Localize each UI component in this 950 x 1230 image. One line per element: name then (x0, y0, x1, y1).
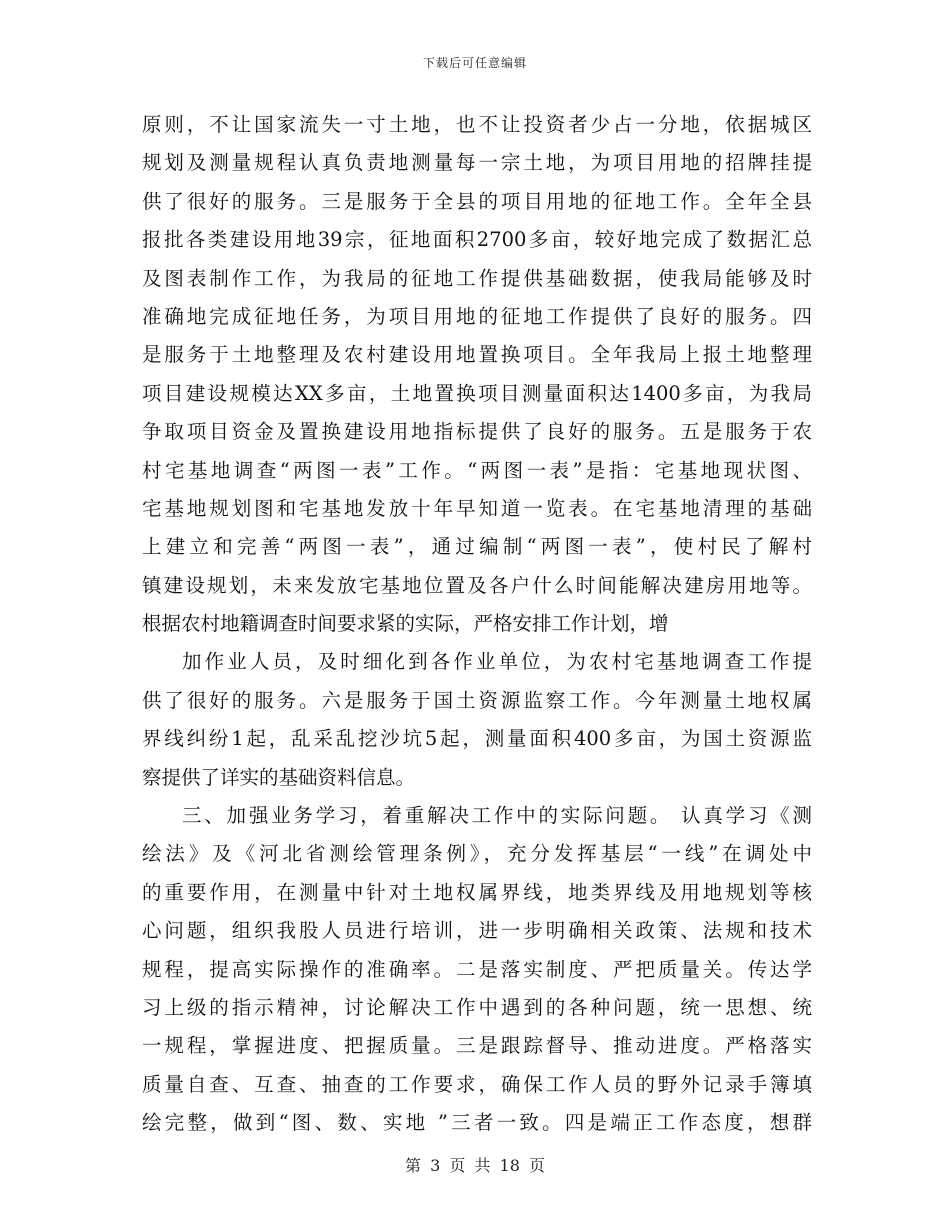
page-header: 下载后可任意编辑 (422, 56, 527, 70)
body-text (142, 106, 812, 1143)
text-line: 及图表制作工作，为我局的征地工作提供基础数据，使我局能够及时 (142, 266, 812, 290)
text-line: 习上级的指示精神，讨论解决工作中遇到的各种问题，统一思想、统 (142, 995, 812, 1019)
text-line: 心问题，组织我股人员进行培训，进一步明确相关政策、法规和技术 (142, 919, 812, 943)
text-line: 准确地完成征地任务，为项目用地的征地工作提供了良好的服务。四 (142, 304, 812, 328)
text-line: 绘法》及《河北省测绘管理条例》，充分发挥基层“一线”在调处中 (142, 842, 812, 866)
text-line: 绘完整，做到“图、数、实地 ”三者一致。四是端正工作态度，想群 (142, 1111, 812, 1135)
text-line: 项目建设规模达XX多亩，土地置换项目测量面积达1400多亩，为我局 (142, 381, 812, 405)
text-line: 供了很好的服务。三是服务于全县的项目用地的征地工作。全年全县 (142, 189, 812, 213)
page-footer: 第 3 页 共 18 页 (405, 1156, 545, 1175)
text-line: 的重要作用，在测量中针对土地权属界线，地类界线及用地规划等核 (142, 880, 812, 904)
text-line: 规程，提高实际操作的准确率。二是落实制度、严把质量关。传达学 (142, 957, 812, 981)
text-line: 供了很好的服务。六是服务于国土资源监察工作。今年测量土地权属 (142, 688, 812, 712)
text-line: 规划及测量规程认真负责地测量每一宗土地，为项目用地的招牌挂提 (142, 151, 812, 175)
text-line: 三、加强业务学习，着重解决工作中的实际问题。 认真学习《测 (182, 804, 812, 828)
text-line: 一规程，掌握进度、把握质量。三是跟踪督导、推动进度。严格落实 (142, 1034, 812, 1058)
text-line: 根据农村地籍调查时间要求紧的实际，严格安排工作计划，增 (142, 612, 669, 636)
text-line: 争取项目资金及置换建设用地指标提供了良好的服务。五是服务于农 (142, 420, 812, 444)
text-line: 镇建设规划，未来发放宅基地位置及各户什么时间能解决建房用地等。 (142, 573, 812, 597)
text-line: 报批各类建设用地39宗，征地面积2700多亩，较好地完成了数据汇总 (142, 228, 812, 252)
text-line: 察提供了详实的基础资料信息。 (142, 765, 416, 789)
text-line: 界线纠纷1起，乱采乱挖沙坑5起，测量面积400多亩，为国土资源监 (142, 727, 812, 751)
text-line: 质量自查、互查、抽查的工作要求，确保工作人员的野外记录手簿填 (142, 1072, 812, 1096)
text-line: 原则，不让国家流失一寸土地，也不让投资者少占一分地，依据城区 (142, 113, 812, 136)
text-line: 上建立和完善“两图一表”，通过编制“两图一表”，使村民了解村 (142, 535, 812, 559)
text-line: 是服务于土地整理及农村建设用地置换项目。全年我局上报土地整理 (142, 343, 812, 367)
text-line: 村宅基地调查“两图一表”工作。“两图一表”是指：宅基地现状图、 (142, 458, 812, 482)
text-line: 加作业人员，及时细化到各作业单位，为农村宅基地调查工作提 (182, 650, 812, 674)
text-line: 宅基地规划图和宅基地发放十年早知道一览表。在宅基地清理的基础 (142, 496, 812, 520)
